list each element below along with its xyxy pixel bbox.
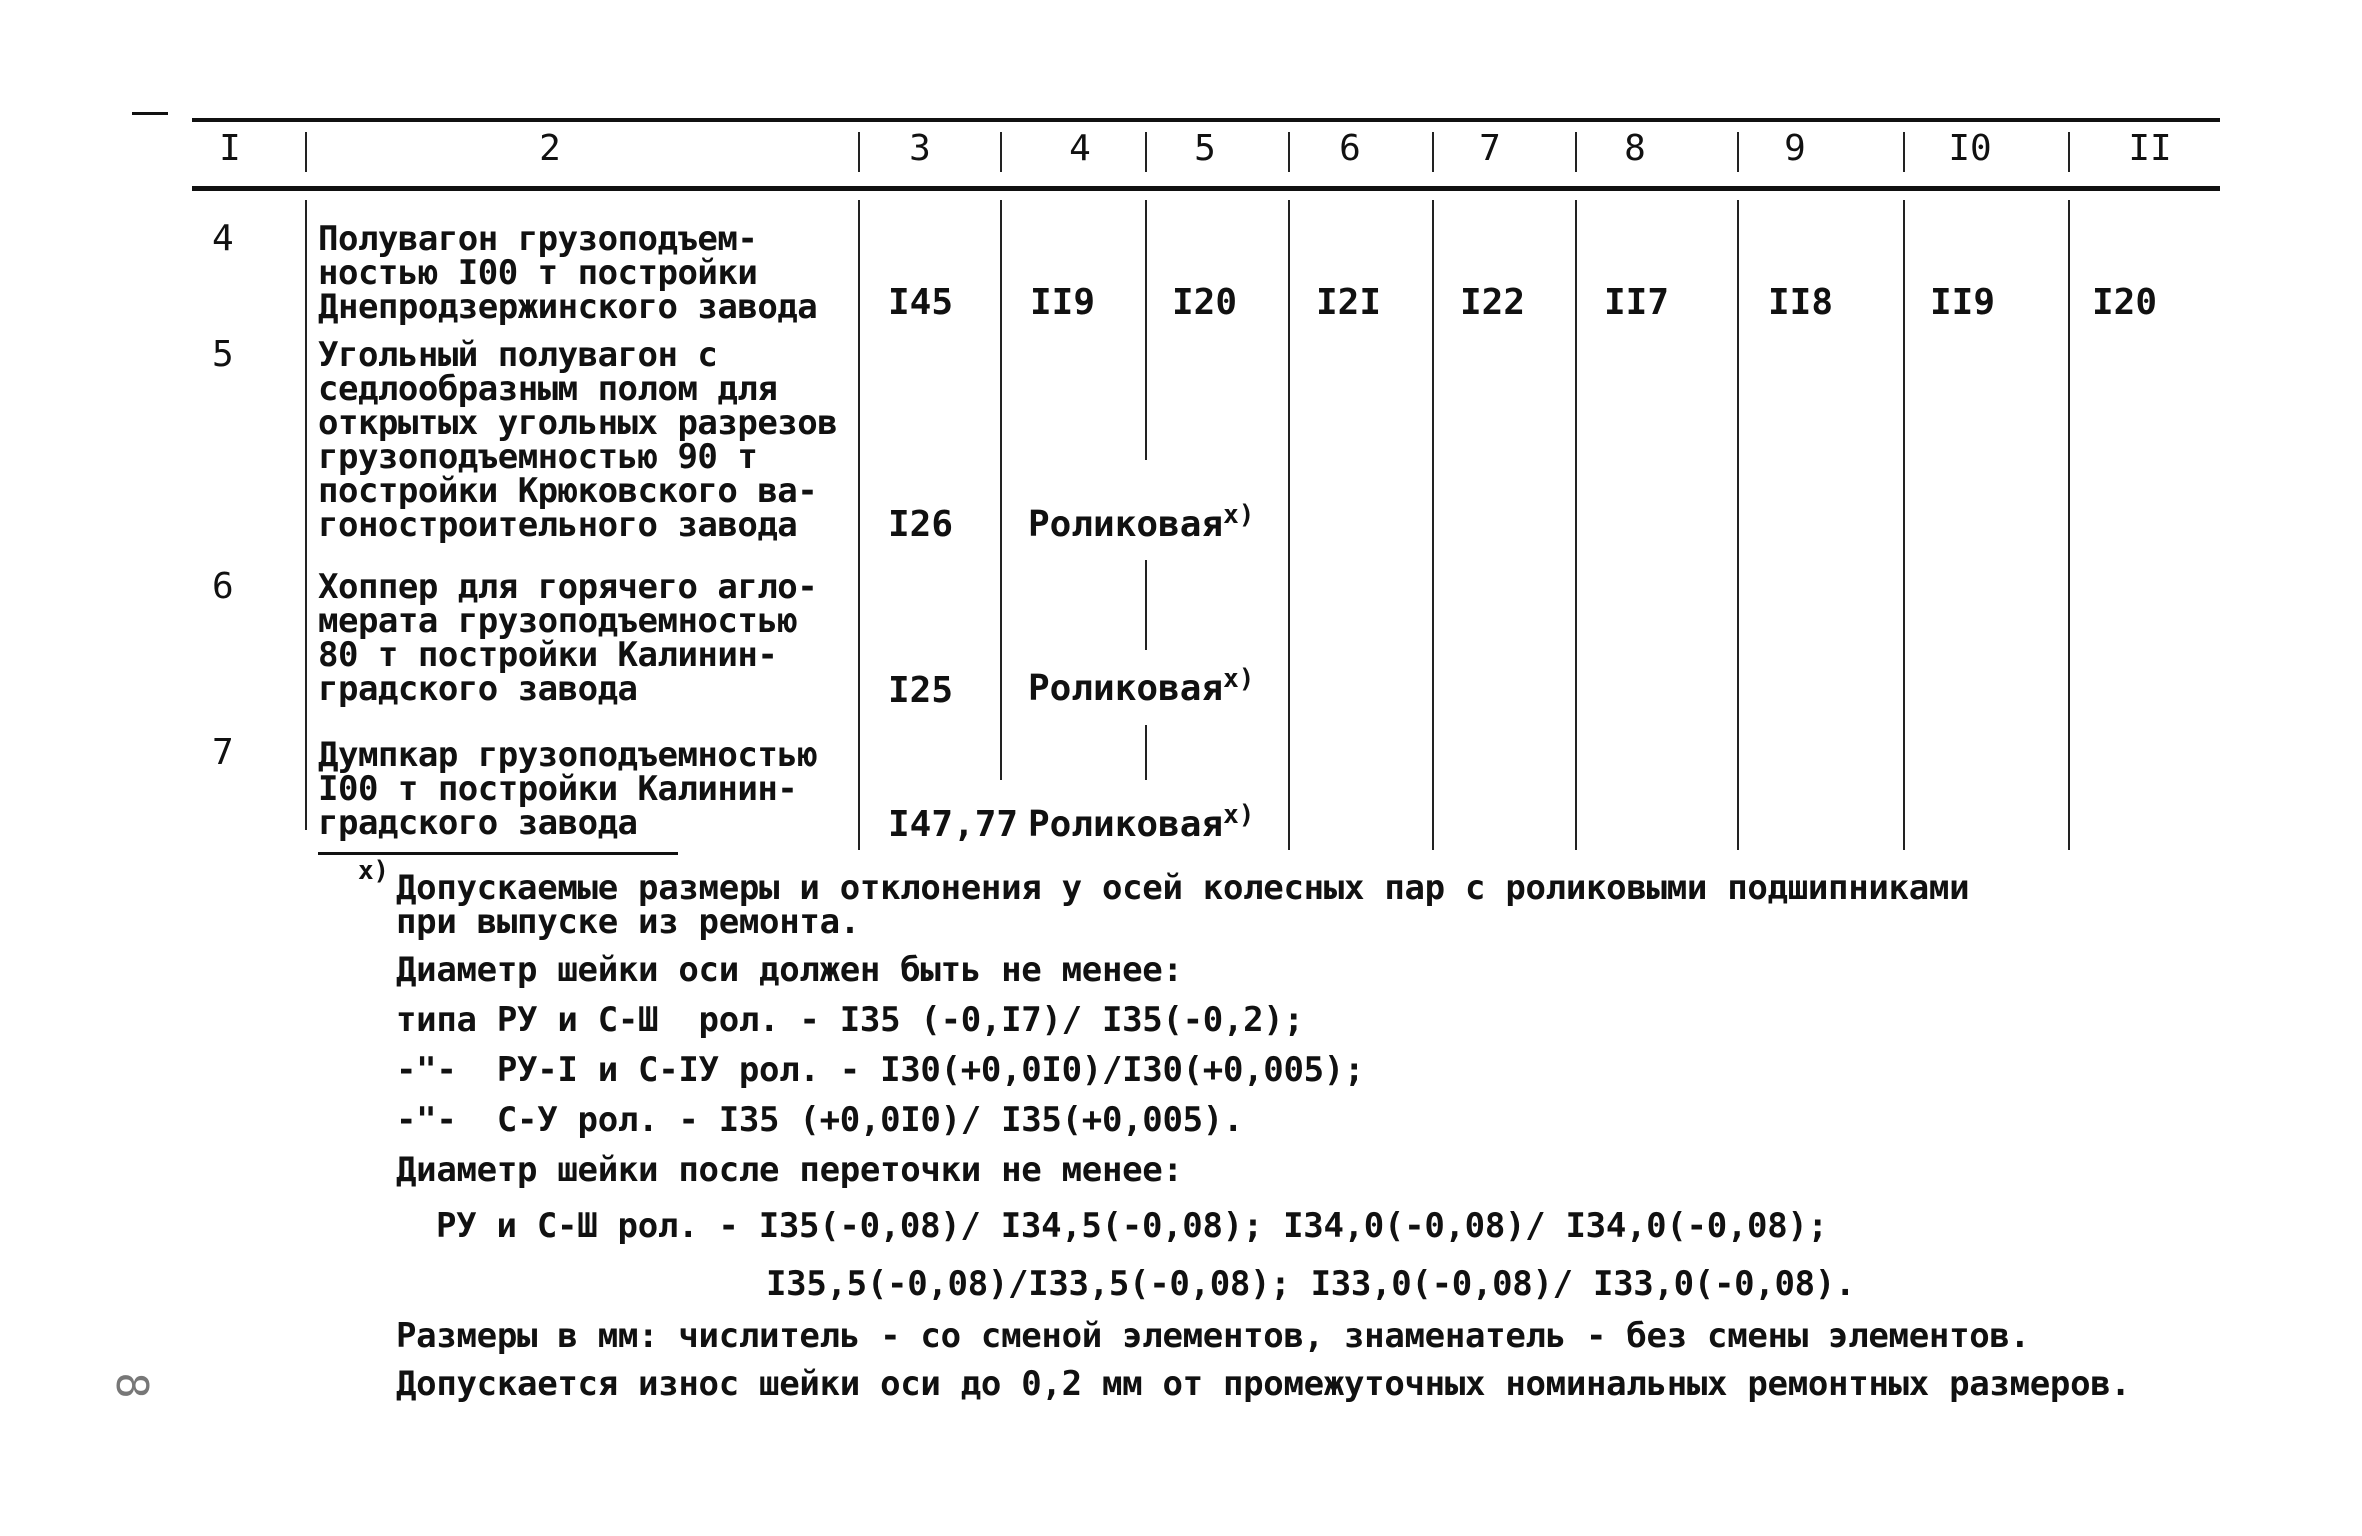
- footnote-mark: x): [1223, 800, 1255, 830]
- row4-col8-value: II7: [1604, 282, 1670, 323]
- column-line: [1145, 200, 1147, 460]
- table-top-rule: [192, 118, 2220, 122]
- bearing-label: Роликовая: [1028, 804, 1224, 845]
- desc-line: ностью I00 т постройки: [318, 253, 758, 293]
- header-col-10: I0: [1948, 128, 1992, 169]
- row4-col7-value: I22: [1460, 282, 1526, 323]
- row6-bearing-type: [1028, 664, 1254, 709]
- row4-col10-value: II9: [1930, 282, 1996, 323]
- footnote-line: I35,5(-0,08)/I33,5(-0,08); I33,0(-0,08)/ I33,0(-0,08).: [766, 1264, 1856, 1304]
- header-col-5: 5: [1194, 128, 1216, 169]
- desc-line: грузоподъемностью 90 т: [318, 437, 758, 477]
- row-number: 5: [212, 334, 234, 375]
- row-description: [318, 735, 818, 843]
- footnote-line: Диаметр шейки оси должен быть не менее:: [396, 950, 1183, 990]
- header-col-11: II: [2128, 128, 2172, 169]
- header-col-6: 6: [1339, 128, 1361, 169]
- bearing-label: Роликовая: [1028, 668, 1224, 709]
- desc-line: постройки Крюковского ва-: [318, 471, 818, 511]
- footnote-mark: x): [1223, 500, 1255, 530]
- desc-line: 80 т постройки Калинин-: [318, 635, 778, 675]
- desc-line: Днепродзержинского завода: [318, 287, 818, 327]
- column-line: [305, 200, 307, 830]
- row4-col9-value: II8: [1768, 282, 1834, 323]
- column-line: [1575, 200, 1577, 850]
- column-line: [1000, 200, 1002, 780]
- footnote-mark: x): [1223, 664, 1255, 694]
- desc-line: I00 т постройки Калинин-: [318, 769, 798, 809]
- row4-col11-value: I20: [2092, 282, 2158, 323]
- header-col-2: 2: [539, 128, 561, 169]
- row7-bearing-type: [1028, 800, 1254, 845]
- footnote-line: -"- С-У рол. - I35 (+0,0I0)/ I35(+0,005).: [396, 1100, 1244, 1140]
- desc-line: градского завода: [318, 669, 638, 709]
- footnote-line: Допускаемые размеры и отклонения у осей колесных пар с роликовыми подшипниками: [396, 868, 1970, 908]
- desc-line: мерата грузоподъемностью: [318, 601, 798, 641]
- column-line: [1288, 200, 1290, 850]
- footnote-line: Размеры в мм: числитель - со сменой элементов, знаменатель - без смены элементов.: [396, 1316, 2030, 1356]
- column-line: [1903, 200, 1905, 850]
- desc-line: Полувагон грузоподъем-: [318, 219, 758, 259]
- desc-line: седлообразным полом для: [318, 369, 778, 409]
- bearing-label: Роликовая: [1028, 504, 1224, 545]
- header-sep: [1432, 132, 1434, 172]
- desc-line: Угольный полувагон с: [318, 335, 718, 375]
- row4-col6-value: I2I: [1316, 282, 1382, 323]
- column-line: [1432, 200, 1434, 850]
- row4-col5-value: I20: [1172, 282, 1238, 323]
- row-description: [318, 567, 818, 709]
- row-description: [318, 219, 818, 327]
- desc-line: градского завода: [318, 803, 638, 843]
- header-sep: [1145, 132, 1147, 172]
- footnote-line: при выпуске из ремонта.: [396, 902, 860, 942]
- desc-line: Хоппер для горячего агло-: [318, 567, 818, 607]
- column-line: [858, 200, 860, 850]
- header-col-4: 4: [1069, 128, 1091, 169]
- header-sep: [1575, 132, 1577, 172]
- column-line: [1145, 560, 1147, 650]
- row5-col3-value: I26: [888, 504, 954, 545]
- corner-dash: [132, 112, 168, 115]
- table-header-rule: [192, 186, 2220, 191]
- row-number: 4: [212, 218, 234, 259]
- desc-line: Думпкар грузоподъемностью: [318, 735, 818, 775]
- header-col-3: 3: [909, 128, 931, 169]
- desc-line: гоностроительного завода: [318, 505, 798, 545]
- desc-line: открытых угольных разрезов: [318, 403, 838, 443]
- header-col-8: 8: [1624, 128, 1646, 169]
- row5-bearing-type: [1028, 500, 1254, 545]
- header-sep: [1903, 132, 1905, 172]
- footnote-line: -"- РУ-I и С-IУ рол. - I30(+0,0I0)/I30(+0,005);: [396, 1050, 1365, 1090]
- row4-col3-value: I45: [888, 282, 954, 323]
- header-sep: [858, 132, 860, 172]
- row4-col4-value: II9: [1030, 282, 1096, 323]
- header-col-7: 7: [1479, 128, 1501, 169]
- header-sep: [2068, 132, 2070, 172]
- footnote-line: Допускается износ шейки оси до 0,2 мм от промежуточных номинальных ремонтных размеров.: [396, 1364, 2131, 1404]
- footnote-mark: x): [358, 856, 389, 886]
- row6-col3-value: I25: [888, 670, 954, 711]
- footnote-line: Диаметр шейки после переточки не менее:: [396, 1150, 1183, 1190]
- header-sep: [1288, 132, 1290, 172]
- footnote-line: типа РУ и С-Ш рол. - I35 (-0,I7)/ I35(-0,2);: [396, 1000, 1304, 1040]
- row7-col3-value: I47,77: [888, 804, 1019, 845]
- header-sep: [1000, 132, 1002, 172]
- header-col-9: 9: [1784, 128, 1806, 169]
- column-line: [1145, 725, 1147, 780]
- column-line: [1737, 200, 1739, 850]
- row-description: [318, 335, 838, 545]
- header-sep: [305, 132, 307, 172]
- header-col-1: I: [219, 128, 241, 169]
- footnote-rule: [318, 852, 678, 855]
- row-number: 6: [212, 566, 234, 607]
- column-line: [2068, 200, 2070, 850]
- row-number: 7: [212, 732, 234, 773]
- page-mark: 8: [105, 1372, 157, 1399]
- header-sep: [1737, 132, 1739, 172]
- footnote-line: РУ и С-Ш рол. - I35(-0,08)/ I34,5(-0,08); I34,0(-0,08)/ I34,0(-0,08);: [436, 1206, 1828, 1246]
